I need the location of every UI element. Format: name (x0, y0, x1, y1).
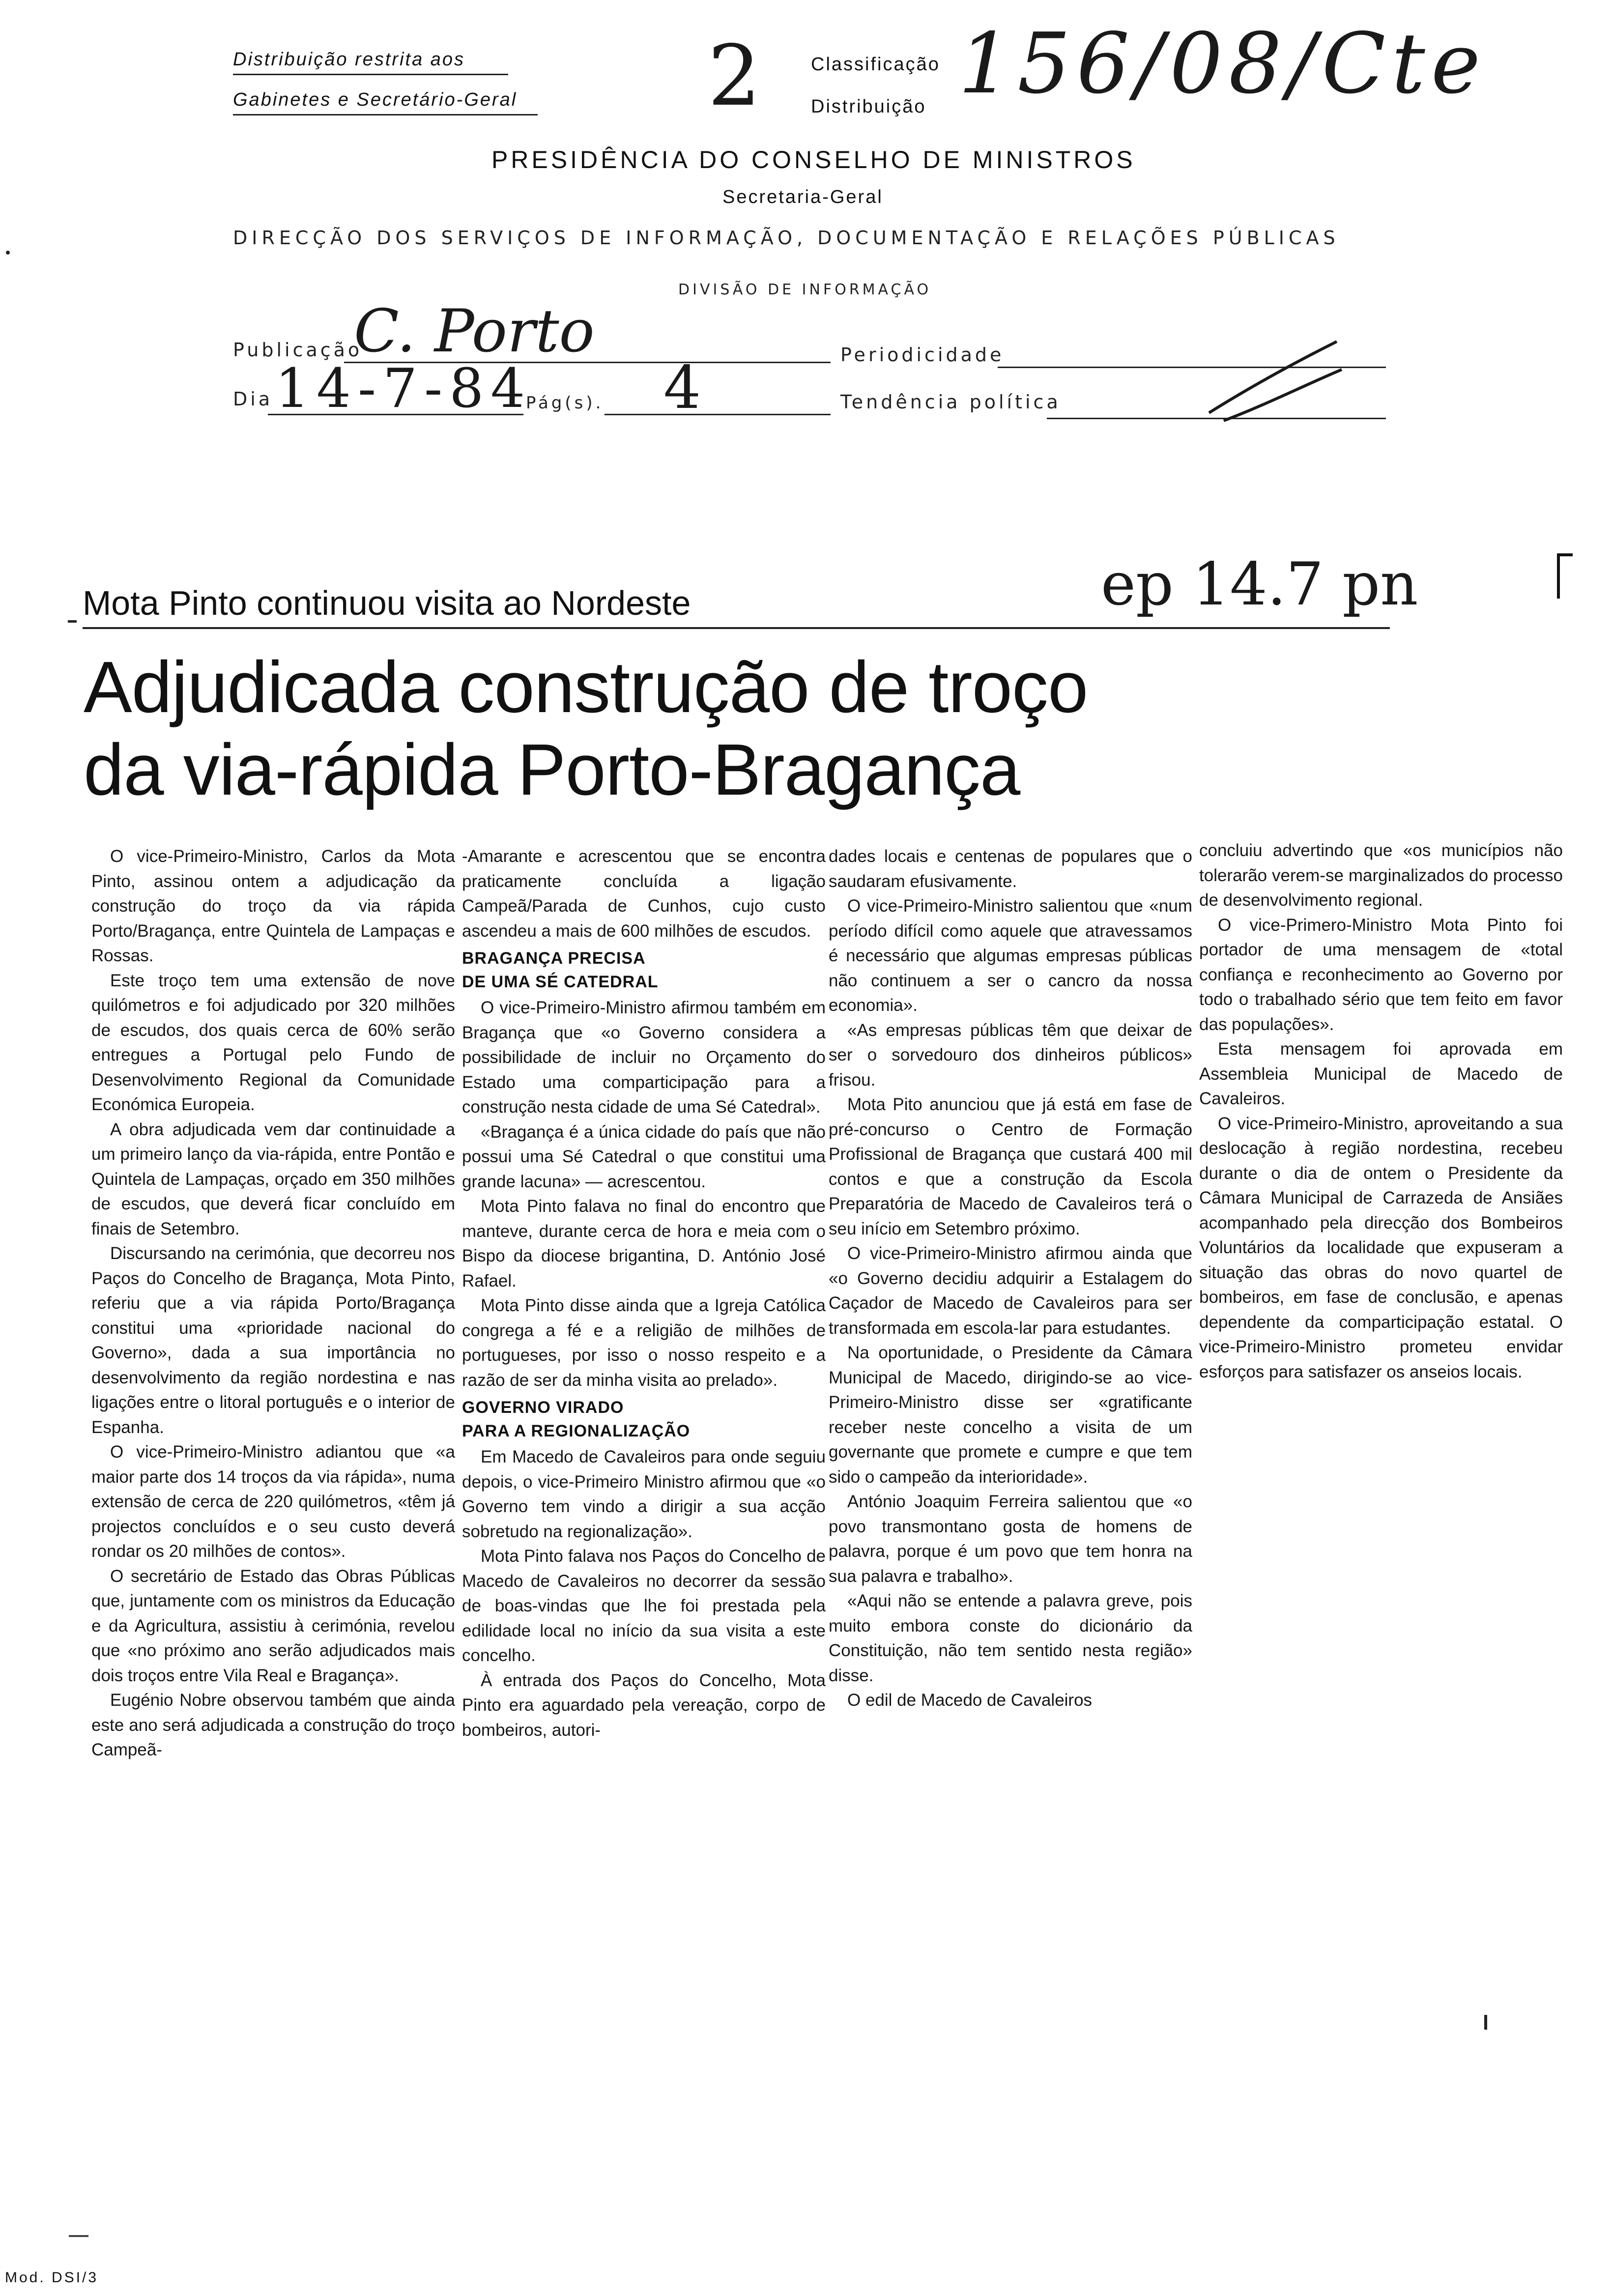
periodicidade-label: Periodicidade (840, 344, 1005, 366)
paragraph: O vice-Primeiro-Ministro adiantou que «a maior parte dos 14 troços da via rápida», numa extensão de cerca de 220 quilómetros, «têm já projectos concluídos e o seu custo deverá rondar os 20 milhões de contos». (91, 1442, 455, 1561)
paragraph: A obra adjudicada vem dar continuidade a um primeiro lanço da via-rápida, entre Pontão e Quintela de Lampaças, orçado em 350 milhões de escudos, que deverá ficar concluído em finais de Setembro. (91, 1119, 455, 1238)
paragraph: Mota Pinto disse ainda que a Igreja Católica congrega a fé e a religião de milhões de portugueses, por isso o nosso respeito e a razão de ser da minha visita ao prelado». (462, 1296, 826, 1390)
paragraph: «As empresas públicas têm que deixar de ser o sorvedouro dos dinheiros públicos» frisou. (829, 1020, 1192, 1090)
article-column-3 (829, 844, 1192, 1713)
paragraph: O vice-Primeiro-Ministro, aproveitando a sua deslocação à região nordestina, recebeu durante o dia de ontem o Presidente da Câmara Municipal de Carrazeda de Ansiães acompanhado pela direcção dos Bombeiros Voluntários da localidade que expuseram a situação das obras do novo quartel de bombeiros, em fase de conclusão, e apenas dependente da comparticipação estatal. O vice-Primeiro-Ministro prometeu envidar esforços para satisfazer os anseios locais. (1199, 1114, 1563, 1381)
paragraph: Eugénio Nobre observou também que ainda este ano será adjudicada a construção do troço Campeã- (91, 1691, 455, 1759)
scan-mark (1484, 2015, 1487, 2030)
tendencia-label: Tendência política (840, 391, 1061, 413)
distribution-restricted-line2: Gabinetes e Secretário-Geral (233, 89, 518, 110)
paragraph: Este troço tem uma extensão de nove quilómetros e foi adjudicado por 320 milhões de escudos, dos quais cerca de 60% serão entregues a Portugal pelo Fundo de Desenvolvimento Regional da Comunidade Económica Europeia. (91, 971, 455, 1114)
paragraph: Mota Pito anunciou que já está em fase de pré-concurso o Centro de Formação Profissional de Bragança que custará 400 mil contos e que a construção da Escola Preparatória de Macedo de Cavaleiros terá o seu início em Setembro próximo. (829, 1095, 1192, 1238)
subhead-governo: GOVERNO VIRADO PARA A REGIONALIZAÇÃO (462, 1398, 691, 1440)
distribuicao-label: Distribuição (811, 96, 926, 117)
kicker-rule (83, 627, 1390, 629)
paragraph: «Aqui não se entende a palavra greve, pois muito embora conste do dicionário da Constituição, não tem sentido nesta região» disse. (829, 1591, 1192, 1685)
paragraph: O vice-Primeiro-Ministro, Carlos da Mota Pinto, assinou ontem a adjudicação da construção do troço da via rápida Porto/Bragança, entre Quintela de Lampaças e Rossas. (91, 847, 455, 965)
paragraph: Na oportunidade, o Presidente da Câmara Municipal de Macedo, dirigindo-se ao vice-Primeiro-Ministro disse ser «gratificante receber neste concelho a visita de um governante que promete e cumpre e que tem sido o campeão da interioridade». (829, 1343, 1192, 1487)
paragraph: -Amarante e acrescentou que se encontra praticamente concluída a ligação Campeã/Parada de Cunhos, cujo custo ascendeu a mais de 600 milhões de escudos. (462, 847, 826, 941)
paragraph: Esta mensagem foi aprovada em Assembleia Municipal de Macedo de Cavaleiros. (1199, 1039, 1563, 1108)
paragraph: O edil de Macedo de Cavaleiros (847, 1691, 1093, 1710)
divisao-informacao: DIVISÃO DE INFORMAÇÃO (678, 281, 932, 298)
distribution-restricted-line1: Distribuição restrita aos (233, 49, 465, 70)
paragraph: O vice-Primeiro-Ministro afirmou ainda que «o Governo decidiu adquirir a Estalagem do Caçador de Macedo de Cavaleiros para ser transformada em escola-lar para estudantes. (829, 1244, 1192, 1338)
dia-label: Dia (233, 388, 273, 410)
handwritten-pages: 4 (663, 354, 701, 422)
article-headline-line1: Adjudicada construção de troço (84, 647, 1088, 728)
secretaria-geral: Secretaria-Geral (722, 187, 883, 207)
distribution-underline-2 (233, 114, 538, 115)
article-column-4 (1199, 838, 1563, 1384)
tendencia-strike (1219, 367, 1347, 426)
subhead-braganca: BRAGANÇA PRECISA DE UMA SÉ CATEDRAL (462, 949, 659, 991)
distribution-underline-1 (233, 74, 508, 75)
paragraph: Mota Pinto falava no final do encontro que manteve, durante cerca de hora e meia com o Bispo da diocese brigantina, D. António José Rafael. (462, 1197, 826, 1291)
publicacao-label: Publicação (233, 339, 363, 361)
kicker-dash (68, 620, 77, 623)
paragraph: «Bragança é a única cidade do país que não possui uma Sé Catedral o que constitui uma grande lacuna» — acrescentou. (462, 1122, 826, 1191)
paragraph: concluiu advertindo que «os municípios não tolerarão verem-se marginalizados do processo de desenvolvimento regional. (1199, 841, 1563, 910)
article-headline-line2: da via-rápida Porto-Bragança (84, 729, 1020, 810)
classificacao-label: Classificação (811, 54, 940, 75)
paragraph: Discursando na cerimónia, que decorreu nos Paços do Concelho de Bragança, Mota Pinto, referiu que a via rápida Porto/Bragança constitui uma «prioridade nacional do Governo», dada a sua importância no desenvolvimento da região nordestina e nas ligações entre o litoral português e o interior de Espanha. (91, 1244, 455, 1437)
form-code: Mod. DSI/3 (5, 2269, 99, 2286)
paragraph: António Joaquim Ferreira salientou que «o povo transmontano gosta de homens de palavra, porque é um povo que tem honra na sua palavra e trabalho». (829, 1492, 1192, 1586)
paragraph: Em Macedo de Cavaleiros para onde seguiu depois, o vice-Primeiro Ministro afirmou que «o Governo tem vindo a dirigir a sua acção sobretudo na regionalização». (462, 1447, 826, 1541)
paragraph: O vice-Primeiro-Ministro afirmou também em Bragança que «o Governo considera a possibilidade de incluir no Orçamento do Estado uma comparticipação para a construção nesta cidade de uma Sé Catedral». (462, 998, 826, 1117)
scan-mark (69, 2235, 88, 2237)
scan-mark (6, 251, 10, 255)
handwritten-margin-note: ep 14.7 pn (1101, 550, 1418, 619)
article-kicker: Mota Pinto continuou visita ao Nordeste (83, 584, 691, 622)
ministry-title: PRESIDÊNCIA DO CONSELHO DE MINISTROS (491, 146, 1136, 173)
handwritten-classification-number: 2 (708, 28, 761, 125)
handwritten-date: 14-7-84 (275, 357, 532, 420)
margin-bracket (1557, 553, 1573, 599)
pags-label: Pág(s). (526, 393, 604, 413)
paragraph: O vice-Primeiro-Ministro salientou que «num período difícil como aquele que atravessamos é necessário que algumas empresas públicas não continuem a ser o cancro da nossa economia». (829, 896, 1192, 1015)
article-column-1 (91, 844, 455, 1763)
handwritten-reference: 156/08/Cte (958, 15, 1487, 113)
paragraph: À entrada dos Paços do Concelho, Mota Pinto era aguardado pela vereação, corpo de bombeiros, autori- (462, 1670, 826, 1740)
pags-underline (604, 414, 831, 415)
direccao-servicos: DIRECÇÃO DOS SERVIÇOS DE INFORMAÇÃO, DOCUMENTAÇÃO E RELAÇÕES PÚBLICAS (233, 227, 1340, 249)
article-column-2 (462, 844, 826, 1743)
paragraph: Mota Pinto falava nos Paços do Concelho de Macedo de Cavaleiros no decorrer da sessão de boas-vindas que lhe foi prestada pela edilidade local no início da sua visita a este concelho. (462, 1547, 826, 1665)
handwritten-publication: C. Porto (354, 297, 595, 366)
paragraph: O secretário de Estado das Obras Públicas que, juntamente com os ministros da Educação e da Agricultura, assistiu à cerimónia, revelou que «no próximo ano serão adjudicados mais dois troços entre Vila Real e Bragança». (91, 1566, 455, 1685)
paragraph: O vice-Primero-Ministro Mota Pinto foi portador de uma mensagem de «total confiança e reconhecimento ao Governo por todo o trabalhado sério que tem feito em favor das populações». (1199, 915, 1563, 1034)
paragraph: dades locais e centenas de populares que o saudaram efusivamente. (829, 847, 1192, 891)
